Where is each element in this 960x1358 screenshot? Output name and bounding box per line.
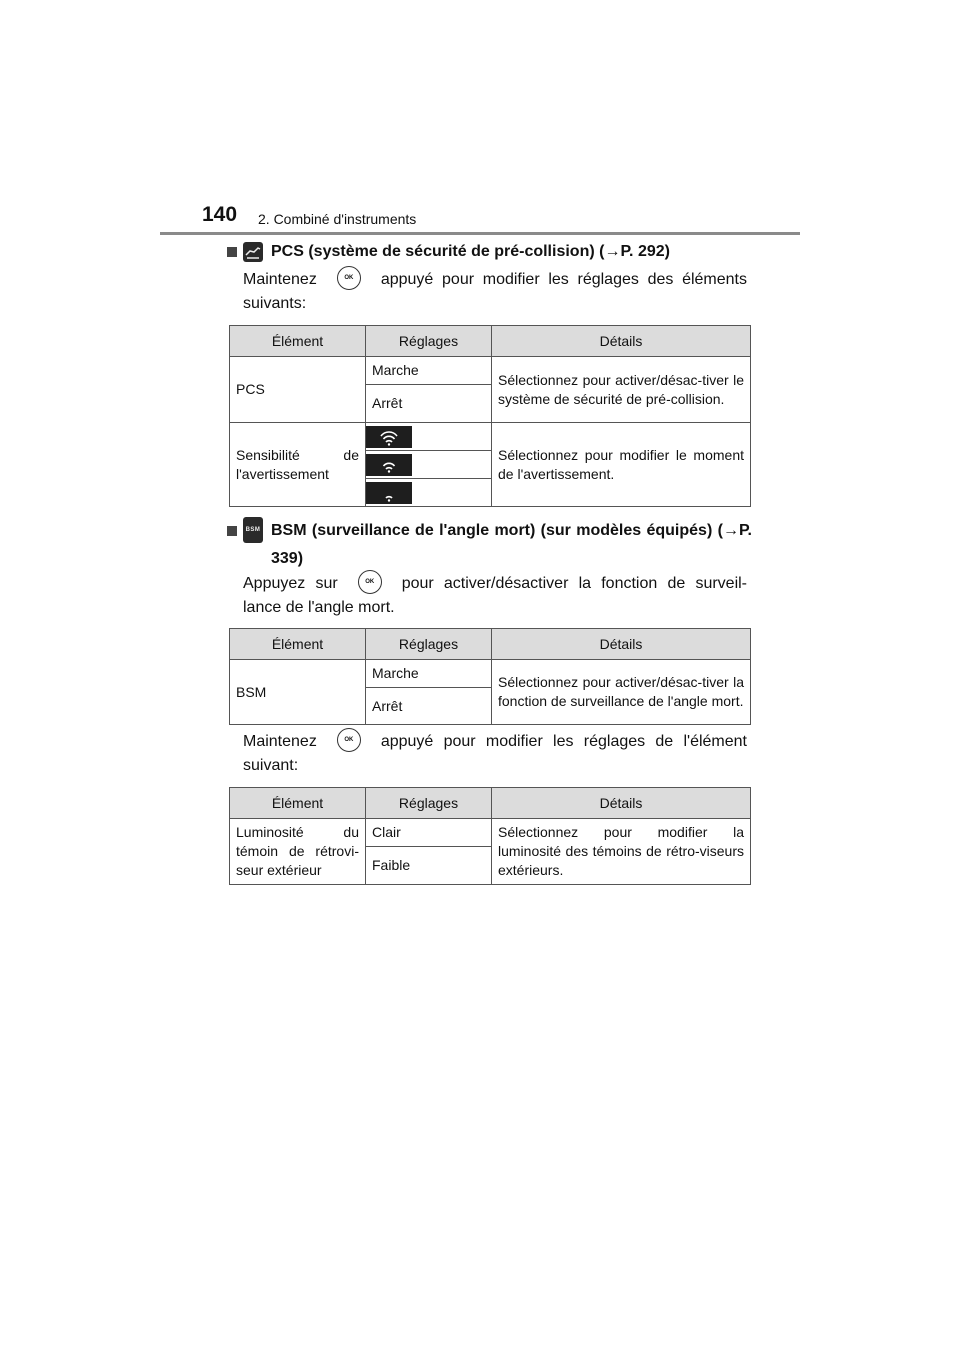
chapter-title: 2. Combiné d'instruments — [258, 211, 417, 227]
header-rule — [160, 232, 800, 235]
brightness-settings-table — [229, 787, 751, 885]
details-cell: Sélectionnez pour activer/désac-tiver la fonction de surveillance de l'angle mort. — [492, 660, 751, 725]
ok-button-icon: OK — [337, 728, 361, 752]
setting-cell: Marche — [366, 357, 492, 385]
details-cell: Sélectionnez pour modifier la luminosité des témoins de rétro-viseurs extérieurs. — [492, 819, 751, 885]
column-header: Réglages — [366, 788, 492, 819]
table-row — [230, 423, 751, 451]
intro-text: Appuyez sur — [243, 575, 338, 593]
column-header: Détails — [492, 629, 751, 660]
pcs-settings-table — [229, 325, 751, 507]
section-heading: BSM (surveillance de l'angle mort) (sur modèles équipés) (→P. 339) — [271, 522, 752, 567]
section-title-bsm — [227, 517, 752, 573]
section-intro — [243, 730, 747, 778]
section-heading: PCS (système de sécurité de pré-collision) (→P. 292) — [271, 243, 670, 260]
intro-text: Maintenez — [243, 271, 317, 289]
element-cell: BSM — [230, 660, 366, 725]
setting-cell: Clair — [366, 819, 492, 847]
setting-cell — [366, 423, 492, 451]
column-header: Détails — [492, 788, 751, 819]
sensitivity-mid-icon — [366, 454, 412, 476]
table-row — [230, 357, 751, 385]
bullet-square-icon — [227, 247, 237, 257]
page-number: 140 — [202, 203, 238, 226]
sensitivity-high-icon — [366, 426, 412, 448]
ok-button-icon: OK — [358, 570, 382, 594]
bullet-square-icon — [227, 526, 237, 536]
bsm-icon-label: BSM — [245, 527, 261, 533]
setting-cell: Arrêt — [366, 385, 492, 423]
details-cell: Sélectionnez pour modifier le moment de l'avertissement. — [492, 423, 751, 507]
setting-cell: Faible — [366, 847, 492, 885]
column-header: Réglages — [366, 629, 492, 660]
sensitivity-low-icon — [366, 482, 412, 504]
bsm-icon — [243, 517, 263, 543]
column-header: Réglages — [366, 326, 492, 357]
table-header-row — [230, 326, 751, 357]
bsm-settings-table — [229, 628, 751, 725]
section-title-pcs — [227, 238, 752, 266]
intro-text: Maintenez — [243, 733, 317, 751]
table-header-row — [230, 629, 751, 660]
setting-cell — [366, 451, 492, 479]
section-intro — [243, 572, 747, 620]
column-header: Détails — [492, 326, 751, 357]
table-header-row — [230, 788, 751, 819]
section-intro — [243, 268, 747, 316]
element-cell: Luminosité du témoin de rétrovi-seur extérieur — [230, 819, 366, 885]
pcs-icon — [243, 242, 263, 262]
element-cell: Sensibilité de l'avertissement — [230, 423, 366, 507]
setting-cell: Marche — [366, 660, 492, 688]
intro-text: appuyé pour modifier les réglages des éléments suivants: — [243, 271, 747, 313]
element-cell: PCS — [230, 357, 366, 423]
setting-cell — [366, 479, 492, 507]
intro-text: appuyé pour modifier les réglages de l'élément suivant: — [243, 733, 747, 775]
page-header — [160, 203, 800, 235]
column-header: Élément — [230, 629, 366, 660]
ok-button-icon: OK — [337, 266, 361, 290]
column-header: Élément — [230, 326, 366, 357]
intro-text: pour activer/désactiver la fonction de surveil-lance de l'angle mort. — [243, 575, 748, 617]
setting-cell: Arrêt — [366, 688, 492, 725]
column-header: Élément — [230, 788, 366, 819]
details-cell: Sélectionnez pour activer/désac-tiver le système de sécurité de pré-collision. — [492, 357, 751, 423]
table-row — [230, 819, 751, 847]
table-row — [230, 660, 751, 688]
